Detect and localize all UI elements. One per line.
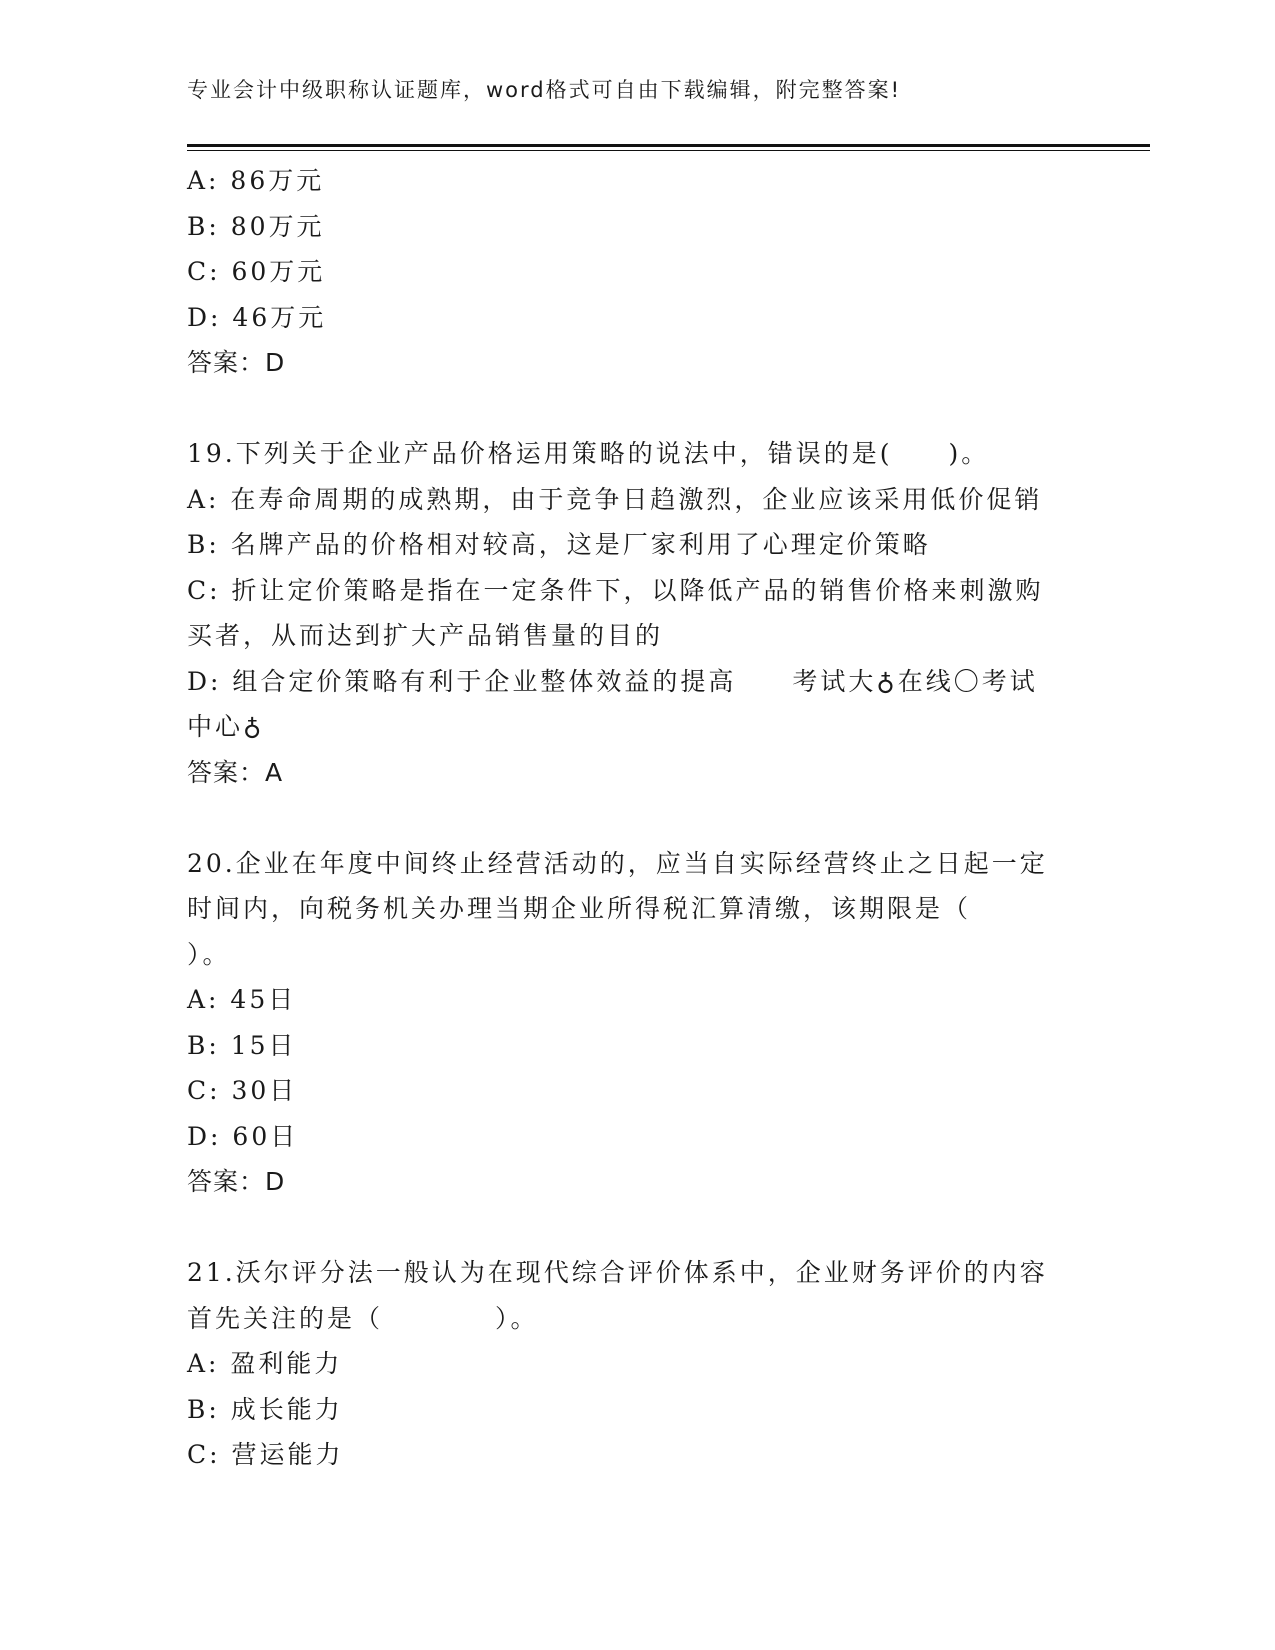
- q19-option-a: A: 在寿命周期的成熟期，由于竞争日趋激烈，企业应该采用低价促销: [187, 484, 1043, 514]
- q18-option-b: B: 80万元: [187, 211, 325, 241]
- q21-question-line2: 首先关注的是（ ）。: [187, 1303, 539, 1333]
- q20-question-line3: ）。: [187, 939, 231, 969]
- q20-question-line1: 20.企业在年度中间终止经营活动的，应当自实际经营终止之日起一定: [187, 848, 1048, 878]
- q19-option-d-cont: 中心♁: [187, 712, 265, 741]
- q20-answer: 答案：D: [187, 1167, 286, 1196]
- question-content: [187, 158, 1087, 1478]
- page-header: 专业会计中级职称认证题库，word格式可自由下载编辑，附完整答案!: [187, 78, 902, 102]
- q21-option-c: C: 营运能力: [187, 1440, 344, 1469]
- header-rule-thick: [187, 144, 1150, 147]
- q20-option-c: C: 30日: [187, 1076, 298, 1105]
- q19-option-c: C: 折让定价策略是指在一定条件下，以降低产品的销售价格来刺激购: [187, 575, 1044, 605]
- q18-option-d: D: 46万元: [187, 302, 327, 332]
- q21-option-b: B: 成长能力: [187, 1394, 343, 1424]
- q19-answer: 答案：A: [187, 757, 284, 787]
- q19-option-d: D: 组合定价策略有利于企业整体效益的提高 考试大♁在线〇考试: [187, 666, 1038, 696]
- q20-option-a: A: 45日: [187, 985, 297, 1014]
- q18-option-c: C: 60万元: [187, 257, 326, 286]
- q20-option-b: B: 15日: [187, 1030, 297, 1060]
- q19-option-b: B: 名牌产品的价格相对较高，这是厂家利用了心理定价策略: [187, 530, 931, 559]
- q21-option-a: A: 盈利能力: [187, 1349, 343, 1378]
- q18-answer: 答案：D: [187, 348, 286, 377]
- header-rule-thin: [187, 150, 1150, 151]
- q19-option-c-cont: 买者，从而达到扩大产品销售量的目的: [187, 621, 664, 650]
- q20-question-line2: 时间内，向税务机关办理当期企业所得税汇算清缴，该期限是（: [187, 894, 972, 923]
- q18-option-a: A: 86万元: [187, 166, 325, 195]
- q21-question-line1: 21.沃尔评分法一般认为在现代综合评价体系中，企业财务评价的内容: [187, 1258, 1048, 1287]
- q19-question: 19.下列关于企业产品价格运用策略的说法中，错误的是( )。: [187, 439, 990, 468]
- q20-option-d: D: 60日: [187, 1121, 299, 1151]
